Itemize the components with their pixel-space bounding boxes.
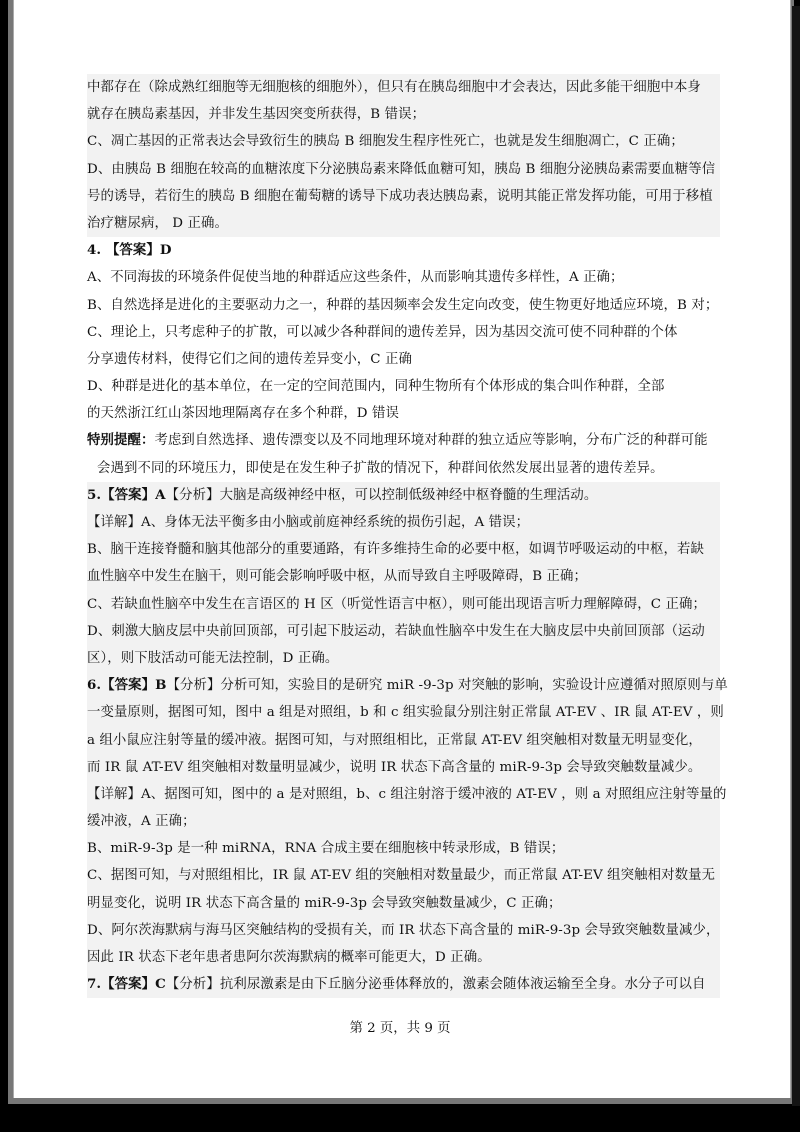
q7-answer-heading (87, 971, 720, 998)
viewer-edge (792, 6, 800, 1106)
text-line: C、凋亡基因的正常表达会导致衍生的胰岛 B 细胞发生程序性死亡，也就是发生细胞凋亡，C 正确； (87, 134, 684, 150)
text-line: 的天然浙江红山茶因地理隔离存在多个种群，D 错误 (87, 406, 399, 422)
page-content (87, 74, 728, 998)
text-line: B、自然选择是进化的主要驱动力之一，种群的基因频率会发生定向改变，使生物更好地适应环境，B 对； (87, 297, 719, 313)
special-note (87, 427, 720, 454)
text-line: 血性脑卒中发生在脑干，则可能会影响呼吸中枢，从而导致自主呼吸障碍，B 正确； (87, 569, 587, 585)
q5-answer-heading (87, 482, 720, 509)
q7-analysis: 【分析】抗利尿激素是由下丘脑分泌垂体释放的，激素会随体液运输至全身。水分子可以自 (165, 977, 706, 993)
text-line: 区），则下肢活动可能无法控制，D 正确。 (87, 650, 339, 666)
special-note-text: 考虑到自然选择、遗传漂变以及不同地理环境对种群的独立适应等影响，分布广泛的种群可能 (154, 433, 708, 449)
text-line: 分享遗传材料，使得它们之间的遗传差异变小，C 正确 (87, 351, 412, 367)
q6-answer-heading (87, 672, 728, 699)
q5-q7-block (87, 482, 728, 999)
text-line: 会遇到不同的环境压力，即使是在发生种子扩散的情况下，种群间依然发展出显著的遗传差异。 (97, 460, 664, 476)
text-line: 治疗糖尿病， D 正确。 (87, 215, 228, 231)
text-line: B、脑干连接脊髓和脑其他部分的重要通路，有许多维持生命的必要中枢，如调节呼吸运动的中枢，若缺 (87, 542, 705, 558)
q7-answer-label: 7.【答案】C (87, 976, 166, 993)
q6-answer-label: 6.【答案】B (87, 677, 167, 694)
text-line: 明显变化，说明 IR 状态下高含量的 miR-9-3p 会导致突触数量减少，C 正确； (87, 895, 562, 911)
text-line: 号的诱导，若衍生的胰岛 B 细胞在葡萄糖的诱导下成功表达胰岛素，说明其能正常发挥功能，可用于移植 (87, 188, 713, 204)
text-line: 缓冲液，A 正确； (87, 814, 196, 830)
text-line: A、不同海拔的环境条件促使当地的种群适应这些条件，从而影响其遗传多样性，A 正确； (87, 270, 624, 286)
text-line: 因此 IR 状态下老年患者患阿尔茨海默病的概率可能更大，D 正确。 (87, 950, 491, 965)
text-line: C、据图可知，与对照组相比，IR 鼠 AT-EV 组的突触相对数量最少，而正常鼠 AT-EV 组突触相对数量无 (87, 868, 716, 884)
text-line: 中都存在（除成熟红细胞等无细胞核的细胞外），但只有在胰岛细胞中才会表达，因此多能干细胞中本身 (87, 80, 701, 95)
text-line: 一变量原则，据图可知，图中 a 组是对照组，b 和 c 组实验鼠分别注射正常鼠 AT-EV 、IR 鼠 AT-EV ，则 (87, 705, 724, 721)
text-line: B、miR-9-3p 是一种 miRNA，RNA 合成主要在细胞核中转录形成，B 错误； (87, 841, 565, 857)
text-line: 而 IR 鼠 AT-EV 组突触相对数量明显减少，说明 IR 状态下高含量的 miR-9-3p 会导致突触数量减少。 (87, 759, 702, 775)
page-number-footer: 第 2 页，共 9 页 (349, 1021, 451, 1036)
text-line: D、阿尔茨海默病与海马区突触结构的受损有关，而 IR 状态下高含量的 miR-9-3p 会导致突触数量减少， (87, 922, 720, 938)
q3-continuation-block (87, 74, 720, 237)
special-note-label: 特别提醒： (87, 432, 155, 449)
text-line: 【详解】A、身体无法平衡多由小脑或前庭神经系统的损伤引起，A 错误； (87, 515, 530, 530)
text-line: 就存在胰岛素基因，并非发生基因突变所获得，B 错误； (87, 107, 426, 123)
q5-answer-label: 5.【答案】A (87, 486, 166, 503)
text-line: C、理论上，只考虑种子的扩散，可以减少各种群间的遗传差异，因为基因交流可使不同种群的个体 (87, 324, 678, 340)
text-line: D、由胰岛 B 细胞在较高的血糖浓度下分泌胰岛素来降低血糖可知，胰岛 B 细胞分泌胰岛素需要血糖等信 (87, 161, 716, 177)
text-line: D、种群是进化的基本单位，在一定的空间范围内，同种生物所有个体形成的集合叫作种群，全部 (87, 379, 665, 395)
text-line: C、若缺血性脑卒中发生在言语区的 H 区（听觉性语言中枢），则可能出现语言听力理解障碍，C 正确； (87, 596, 706, 612)
q5-analysis: 【分析】大脑是高级神经中枢，可以控制低级神经中枢脊髓的生理活动。 (165, 487, 598, 503)
text-line: 【详解】A、据图可知，图中的 a 是对照组，b、c 组注射溶于缓冲液的 AT-EV ，则 a 对照组应注射等量的 (87, 786, 727, 802)
text-line: D、刺激大脑皮层中央前回顶部，可引起下肢运动，若缺血性脑卒中发生在大脑皮层中央前回顶部（运动 (87, 623, 705, 639)
q4-answer-heading: 4. 【答案】D (87, 242, 172, 259)
q6-analysis: 【分析】分析可知，实验目的是研究 miR -9-3p 对突触的影响，实验设计应遵循对照原则与单 (166, 678, 728, 694)
q4-block (87, 237, 720, 482)
text-line: a 组小鼠应注射等量的缓冲液。据图可知，与对照组相比，正常鼠 AT-EV 组突触相对数量无明显变化， (87, 732, 702, 748)
